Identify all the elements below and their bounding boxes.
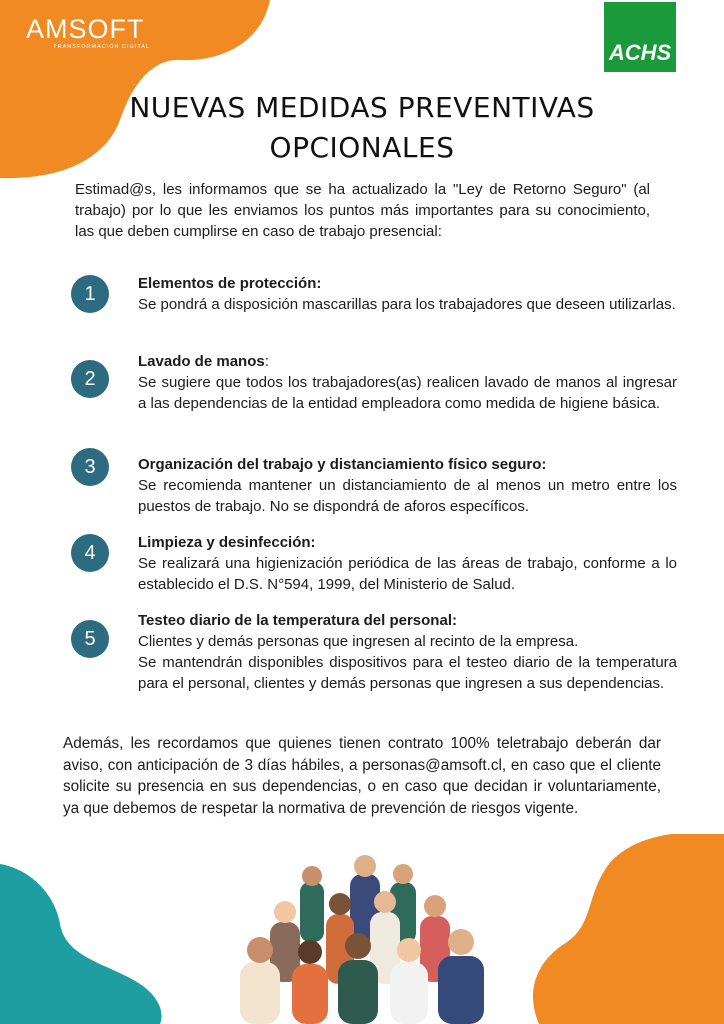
orange-blob-bottom-right (524, 834, 724, 1024)
amsoft-logo (26, 14, 176, 54)
measure-heading: Lavado de manos (138, 353, 265, 370)
number-badge: 3 (71, 448, 109, 486)
page-title (0, 88, 724, 168)
measure-heading-suffix: : (264, 353, 269, 370)
amsoft-logo-name: AMSOFT (26, 14, 145, 44)
measure-heading: Elementos de protección: (138, 275, 322, 292)
closing-paragraph: Además, les recordamos que quienes tienen contrato 100% teletrabajo deberán dar aviso, con anticipación de 3 días hábiles, a personas@amsoft.cl, en caso que el cliente solicite su presencia en sus dependencias, o en caso que decidan ir voluntariamente, ya que debemos de respetar la normativa de prevención de riesgos vigente. (63, 735, 661, 817)
measure-text: Se realizará una higienización periódica de las áreas de trabajo, conforme a lo establecido el D.S. N°594, 1999, del Ministerio de Salud. (138, 555, 677, 593)
measure-heading-row (138, 351, 677, 372)
page-title-line-2: OPCIONALES (269, 131, 455, 164)
measure-body (138, 273, 677, 315)
number-badge: 2 (71, 360, 109, 398)
number-badge: 4 (71, 534, 109, 572)
measure-heading: Limpieza y desinfección: (138, 534, 316, 551)
group-of-people-illustration (230, 852, 500, 1024)
measure-body (138, 532, 677, 595)
measure-body (138, 351, 677, 414)
achs-logo-text: ACHS (608, 40, 672, 65)
number-badge: 1 (71, 275, 109, 313)
measure-heading: Organización del trabajo y distanciamiento físico seguro: (138, 456, 547, 473)
page-title-line-1: NUEVAS MEDIDAS PREVENTIVAS (129, 91, 595, 124)
measure-body (138, 610, 677, 694)
measure-text: Clientes y demás personas que ingresen al recinto de la empresa. (138, 633, 579, 650)
achs-logo (604, 2, 676, 72)
measure-text: Se pondrá a disposición mascarillas para los trabajadores que deseen utilizarlas. (138, 296, 676, 313)
measure-text-2: Se mantendrán disponibles dispositivos para el testeo diario de la temperatura para el personal, clientes y demás personas que ingresen a sus dependencias. (138, 654, 677, 692)
amsoft-logo-tagline: TRANSFORMACIÓN DIGITAL (53, 44, 150, 50)
measure-heading: Testeo diario de la temperatura del personal: (138, 612, 457, 629)
person-figures (240, 855, 484, 1024)
teal-blob-bottom-left (0, 864, 165, 1024)
measure-text: Se sugiere que todos los trabajadores(as) realicen lavado de manos al ingresar a las dependencias de la entidad empleadora como medida de higiene básica. (138, 374, 677, 412)
intro-paragraph: Estimad@s, les informamos que se ha actualizado la "Ley de Retorno Seguro" (al trabajo) por lo que les enviamos los puntos más importantes para su conocimiento, las que deben cumplirse en caso de trabajo presencial: (75, 181, 650, 240)
measure-text: Se recomienda mantener un distanciamiento de al menos un metro entre los puestos de trabajo. No se dispondrá de aforos específicos. (138, 477, 677, 515)
number-badge: 5 (71, 620, 109, 658)
measure-body (138, 454, 677, 517)
